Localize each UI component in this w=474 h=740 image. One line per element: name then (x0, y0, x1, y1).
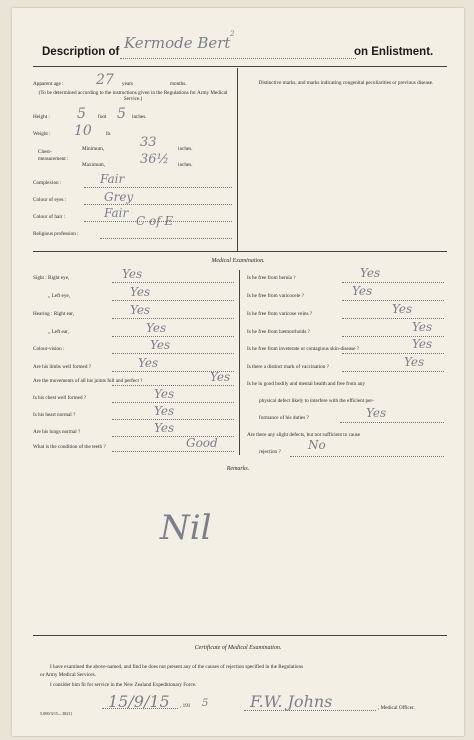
religion-label: Religious profession : (33, 231, 79, 237)
medical-left-answer-line (112, 282, 234, 283)
form-title-left: Description of (42, 46, 120, 58)
medical-left-answer-line (112, 300, 234, 301)
certificate-text-3: I consider him fit for service in the New Zealand Expeditionary Force. (50, 682, 197, 688)
distinctive-marks-heading: Distinctive marks, and marks indicating congenital peculiarities or previous disease. (258, 80, 434, 86)
medical-left-answer-line (112, 336, 234, 337)
eyes-line (84, 204, 232, 205)
medical-left-answer: Yes (154, 404, 175, 418)
print-code: 5,000/3/15—3821] (40, 711, 72, 716)
health-answer-line (340, 422, 444, 423)
column-divider-top (237, 68, 238, 251)
medical-right-answer: Yes (404, 355, 425, 369)
religion-value: C of E (136, 214, 174, 228)
slight-defects-answer: No (308, 438, 326, 452)
medical-right-question: Is he free from hernia ? (247, 275, 296, 281)
certificate-heading: Certificate of Medical Examination. (194, 645, 282, 651)
remarks-heading: Remarks. (226, 466, 250, 472)
medical-right-question: Is he free from varicocele ? (247, 293, 304, 299)
hair-value: Fair (104, 206, 129, 220)
hair-label: Colour of hair : (33, 214, 66, 220)
medical-right-answer-line (342, 371, 444, 372)
hair-line (84, 221, 232, 222)
age-value: 27 (96, 72, 114, 88)
name-line (120, 58, 356, 59)
chest-minimum-value: 33 (140, 135, 157, 150)
medical-left-question: Sight : Right eye, (33, 275, 70, 281)
column-divider-medical (239, 270, 240, 455)
medical-left-answer: Yes (138, 356, 159, 370)
medical-left-question: Are his lungs normal ? (33, 429, 81, 435)
years-label: years (122, 81, 133, 87)
remarks-value: Nil (160, 508, 212, 548)
weight-label: Weight : (33, 131, 51, 137)
medical-right-answer: Yes (412, 320, 433, 334)
medical-left-answer: Yes (122, 267, 143, 281)
medical-exam-heading: Medical Examination. (211, 258, 265, 264)
medical-right-answer: Yes (360, 266, 381, 280)
complexion-value: Fair (100, 172, 125, 186)
medical-right-answer-line (342, 282, 444, 283)
medical-officer-signature: F.W. Johns (250, 692, 333, 711)
chest-inches-label-1: inches. (178, 146, 193, 152)
chest-maximum-value: 36½ (140, 152, 170, 167)
medical-left-answer-line (112, 318, 234, 319)
medical-left-answer: Yes (210, 370, 231, 384)
medical-left-answer: Yes (154, 421, 175, 435)
medical-left-question: Hearing : Right ear, (33, 311, 74, 317)
complexion-label: Complexion : (33, 180, 62, 186)
medical-right-question: Is there a distinct mark of vaccination ? (247, 364, 329, 370)
medical-right-question: Is he free from varicose veins ? (247, 311, 313, 317)
medical-left-question: Colour-vision : (33, 346, 65, 352)
medical-left-answer-line (112, 353, 234, 354)
medical-right-answer: Yes (412, 337, 433, 351)
medical-left-question: Are the movements of all his joints full and perfect ? (33, 378, 143, 384)
medical-left-question: What is the condition of the teeth ? (33, 444, 106, 450)
medical-left-question: Is his heart normal ? (33, 412, 76, 418)
enlistment-form (12, 8, 464, 736)
health-question-line-3: formance of his duties ? (259, 415, 309, 421)
medical-left-answer-line (112, 385, 234, 386)
slight-defects-line-2: rejection ? (259, 449, 281, 455)
medical-right-answer: Yes (392, 302, 413, 316)
chest-label: Chest-measurement : (38, 149, 69, 162)
medical-left-answer: Yes (154, 387, 175, 401)
eyes-value: Grey (104, 190, 134, 204)
height-feet: 5 (77, 106, 86, 122)
medical-right-answer-line (342, 353, 444, 354)
signature-line (244, 710, 376, 711)
weight-value: 10 (74, 123, 92, 139)
medical-right-answer: Yes (352, 284, 373, 298)
medical-left-answer: Yes (150, 338, 171, 352)
medical-left-answer-line (112, 451, 234, 452)
form-title-right: on Enlistment. (354, 46, 434, 58)
age-note: (To be determined according to the instructions given in the Regulations for Army Medical Service.) (38, 90, 228, 102)
health-answer: Yes (366, 406, 387, 420)
height-label: Height : (33, 114, 50, 120)
religion-line (100, 238, 232, 239)
medical-right-answer-line (342, 318, 444, 319)
certificate-date: 15/9/15 (108, 692, 170, 711)
medical-left-question: „ Left eye, (48, 293, 71, 299)
eyes-label: Colour of eyes : (33, 197, 67, 203)
chest-maximum-label: Maximum, (82, 162, 105, 168)
complexion-line (84, 187, 232, 188)
medical-left-answer: Yes (146, 321, 167, 335)
certificate-rule (33, 635, 447, 636)
slight-defects-line-1: Are there any slight defects, but not sufficient to cause (247, 432, 361, 438)
certificate-text-1: I have examined the above-named, and find he does not present any of the causes of rejection specified in the Regulations (50, 664, 304, 670)
date-line (102, 708, 178, 709)
medical-left-answer-line (112, 419, 234, 420)
medical-left-question: Is his chest well formed ? (33, 395, 87, 401)
medical-officer-label: , Medical Officer. (378, 705, 415, 711)
header-rule (33, 66, 447, 67)
medical-left-answer: Yes (130, 303, 151, 317)
chest-minimum-label: Minimum, (82, 146, 105, 152)
certificate-text-2: or Army Medical Services. (40, 672, 96, 678)
year-digit: 5 (202, 698, 209, 709)
lb-label: lb. (106, 131, 112, 137)
health-question-line-2: physical defect likely to interfere with the efficient per- (259, 398, 374, 404)
health-question-line-1: Is he in good bodily and mental health and free from any (247, 381, 365, 387)
mid-rule (33, 251, 447, 252)
height-inches: 5 (117, 106, 126, 122)
medical-left-question: Are his limbs well formed ? (33, 364, 92, 370)
chest-inches-label-2: inches. (178, 162, 193, 168)
apparent-age-label: Apparent age : (33, 81, 64, 87)
inches-label: inches. (132, 114, 147, 120)
medical-left-answer-line (112, 402, 234, 403)
recruit-name-superscript: 2 (230, 30, 235, 38)
foot-label: foot (98, 114, 107, 120)
year-label: , 191 (180, 703, 191, 709)
slight-answer-line (290, 456, 444, 457)
medical-right-answer-line (342, 300, 444, 301)
medical-left-answer: Yes (130, 285, 151, 299)
medical-left-question: „ Left ear, (48, 329, 69, 335)
medical-right-question: Is he free from hæmorrhoids ? (247, 329, 310, 335)
months-label: months. (170, 81, 187, 87)
recruit-name: Kermode Bert (124, 34, 231, 52)
medical-right-question: Is he free from inveterate or contagious skin-disease ? (247, 346, 360, 352)
medical-left-answer: Good (186, 436, 218, 450)
